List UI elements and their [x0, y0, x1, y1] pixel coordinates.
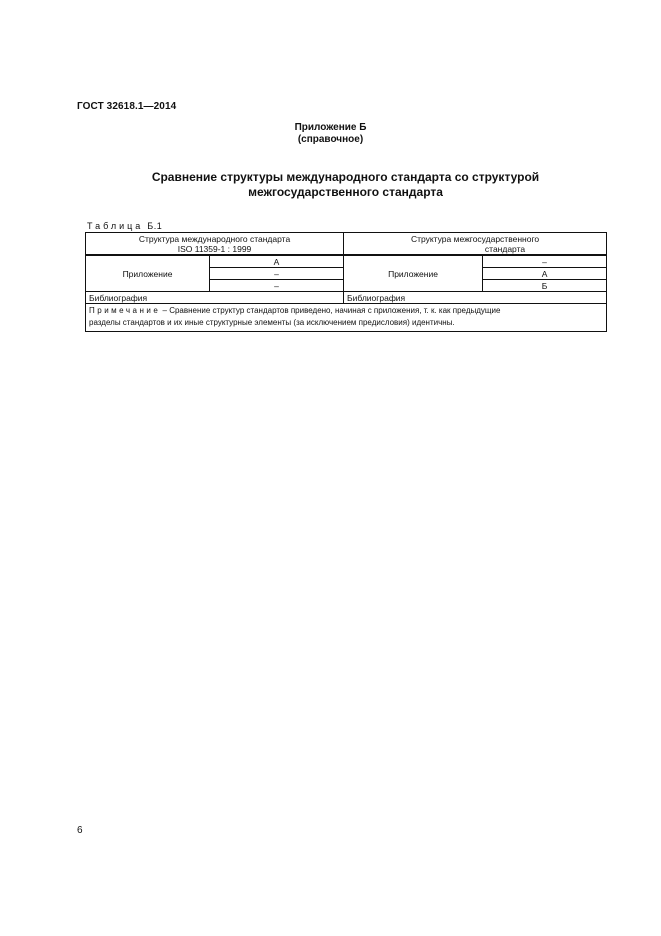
table-note: [86, 304, 607, 332]
right-value-2: А: [483, 268, 607, 280]
left-value-2: –: [210, 268, 344, 280]
bibliography-left: Библиография: [86, 292, 344, 304]
table-row: [86, 292, 607, 304]
header-international: [86, 233, 344, 256]
header-international-line2: ISO 11359-1 : 1999: [177, 243, 252, 254]
header-interstate-line2: стандарта: [484, 243, 526, 254]
table-note-row: [86, 304, 607, 332]
note-text-line2: разделы стандартов и их иные структурные элементы (за исключением предисловия) идентичны.: [89, 318, 455, 327]
table-caption-number: Б.1: [147, 221, 163, 231]
table-note-line1: [89, 305, 603, 317]
annex-label-right: Приложение: [344, 255, 483, 292]
document-title-line1: Сравнение структуры международного стандарта со структурой: [151, 170, 540, 184]
table-caption-word: Таблица: [87, 221, 144, 231]
right-value-1: –: [483, 255, 607, 268]
table-header-row: [86, 233, 607, 256]
header-international-line1: Структура международного стандарта: [138, 233, 291, 244]
annex-title: Приложение Б: [294, 122, 367, 133]
document-title-line2: межгосударственного стандарта: [248, 185, 443, 199]
annex-label-left: Приложение: [86, 255, 210, 292]
document-title: [100, 170, 591, 200]
note-text-line1: – Сравнение структур стандартов приведено, начиная с приложения, т. к. как предыдущие: [160, 306, 501, 315]
standard-designation: ГОСТ 32618.1—2014: [77, 101, 177, 112]
header-interstate-line1: Структура межгосударственного: [410, 233, 540, 244]
right-value-3: Б: [483, 280, 607, 292]
annex-status: (справочное): [297, 134, 364, 145]
bibliography-right: Библиография: [344, 292, 607, 304]
left-value-3: –: [210, 280, 344, 292]
left-value-1: A: [210, 255, 344, 268]
note-label: Примечание: [89, 306, 161, 315]
page-number: 6: [77, 825, 83, 836]
comparison-table: [85, 232, 607, 332]
table-row: [86, 255, 607, 268]
header-interstate: [344, 233, 607, 256]
table-caption: [87, 221, 162, 231]
